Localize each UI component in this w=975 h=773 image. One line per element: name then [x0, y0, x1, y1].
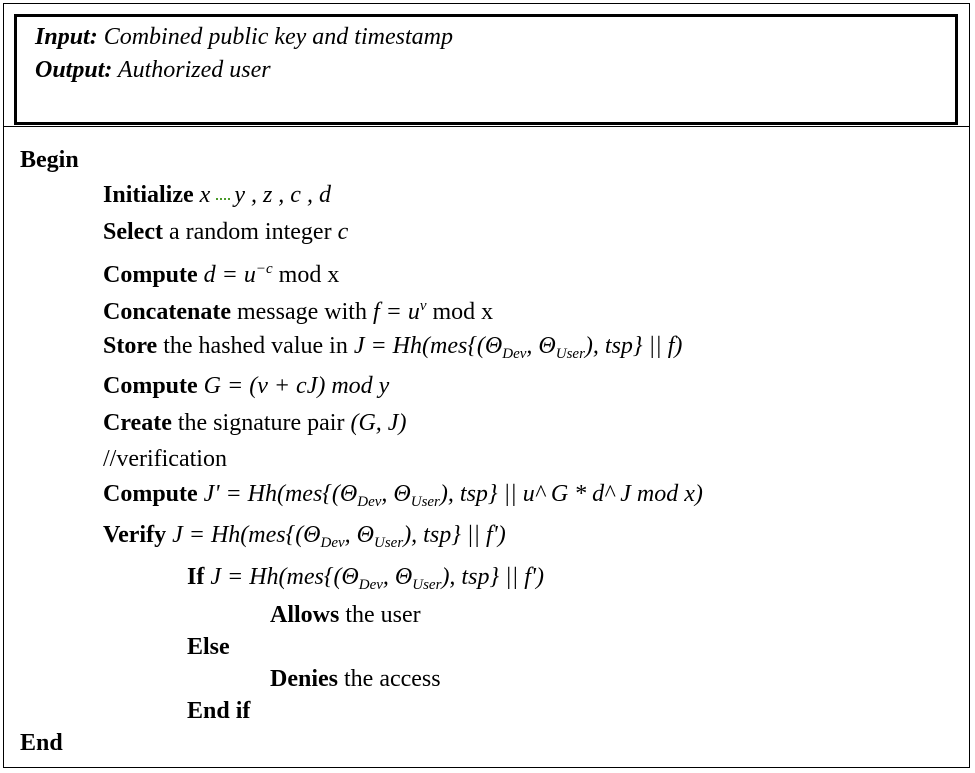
input-text: Combined public key and timestamp: [97, 24, 453, 50]
line-keyword: Concatenate: [103, 299, 231, 325]
line-text: the signature pair: [171, 410, 351, 436]
formula-subscript: Dev: [357, 494, 382, 510]
line-text: a random integer: [162, 219, 338, 245]
line-sup: v: [419, 298, 427, 314]
algo-line-verify: [103, 520, 506, 558]
algo-comment-verification: //verification: [103, 446, 227, 472]
algo-line-else: Else: [187, 634, 230, 660]
algo-line-end-if: End if: [187, 698, 251, 724]
line-formula: G = (v + cJ) mod y: [203, 373, 390, 399]
output-line: [35, 55, 271, 85]
output-text: Authorized user: [112, 57, 271, 83]
algo-line-concatenate: [103, 291, 493, 327]
line-keyword: Compute: [103, 481, 198, 507]
line-text: the hashed value in: [157, 333, 354, 359]
begin-keyword: Begin: [20, 147, 79, 173]
input-line: [35, 22, 453, 52]
line-formula: $J = Hh(mes\{(\Theta_{Dev}$, $\Theta_{User}$), tsp} || f'): [210, 564, 545, 593]
formula-subscript: Dev: [358, 577, 383, 593]
line-math: c: [337, 219, 349, 245]
line-keyword: If: [187, 564, 205, 590]
formula-subscript: Dev: [502, 346, 527, 362]
line-keyword: Denies: [270, 666, 338, 692]
output-label: Output:: [35, 57, 113, 83]
line-keyword: Select: [103, 219, 163, 245]
line-formula: $J' = Hh(mes\{(\Theta_{Dev}$, $\Theta_{User}$), tsp} || u^ G * d^ J mod x): [203, 481, 703, 510]
line-sup: −c: [255, 261, 273, 277]
line-keyword: Verify: [103, 522, 167, 548]
line-keyword: Compute: [103, 262, 198, 288]
line-keyword: Initialize: [103, 182, 194, 208]
line-math: x: [199, 182, 211, 208]
input-label: Input:: [35, 24, 98, 50]
algo-line-select: [103, 217, 348, 247]
line-formula: $J = Hh(mes\{(\Theta_{Dev}$, $\Theta_{User}$), tsp} || f): [353, 333, 683, 362]
formula-subscript: User: [555, 346, 585, 362]
line-math: f = u: [372, 299, 420, 325]
line-post: mod x: [272, 262, 340, 288]
formula-subscript: User: [410, 494, 440, 510]
line-keyword: Compute: [103, 373, 198, 399]
algo-line-if: [187, 562, 544, 600]
algo-line-compute-j-prime: [103, 479, 703, 517]
formula-subscript: User: [374, 535, 404, 551]
line-formula: $J = Hh(mes\{(\Theta_{Dev}$, $\Theta_{User}$), tsp} || f'): [172, 522, 506, 551]
line-keyword: Create: [103, 410, 172, 436]
header-divider: [3, 126, 970, 127]
line-math-rest: y , z , c , d: [234, 182, 331, 208]
line-keyword: Store: [103, 333, 158, 359]
algo-line-initialize: [103, 180, 331, 210]
formula-subscript: User: [412, 577, 442, 593]
line-post: mod x: [426, 299, 494, 325]
algo-line-compute-g: [103, 371, 389, 401]
line-text: message with: [230, 299, 373, 325]
algo-line-allows: [270, 600, 421, 630]
line-math: d = u: [203, 262, 256, 288]
algo-line-create: [103, 408, 406, 438]
line-text: [198, 481, 204, 507]
line-text: the access: [338, 666, 441, 692]
line-formula: (G, J): [350, 410, 407, 436]
line-keyword: Allows: [270, 602, 340, 628]
end-keyword: End: [20, 730, 63, 756]
spellcheck-marker: [216, 180, 230, 200]
line-text: the user: [339, 602, 421, 628]
algo-line-denies: [270, 664, 441, 694]
formula-subscript: Dev: [320, 535, 345, 551]
algo-line-compute-d: [103, 254, 339, 290]
algo-line-store: [103, 331, 682, 369]
